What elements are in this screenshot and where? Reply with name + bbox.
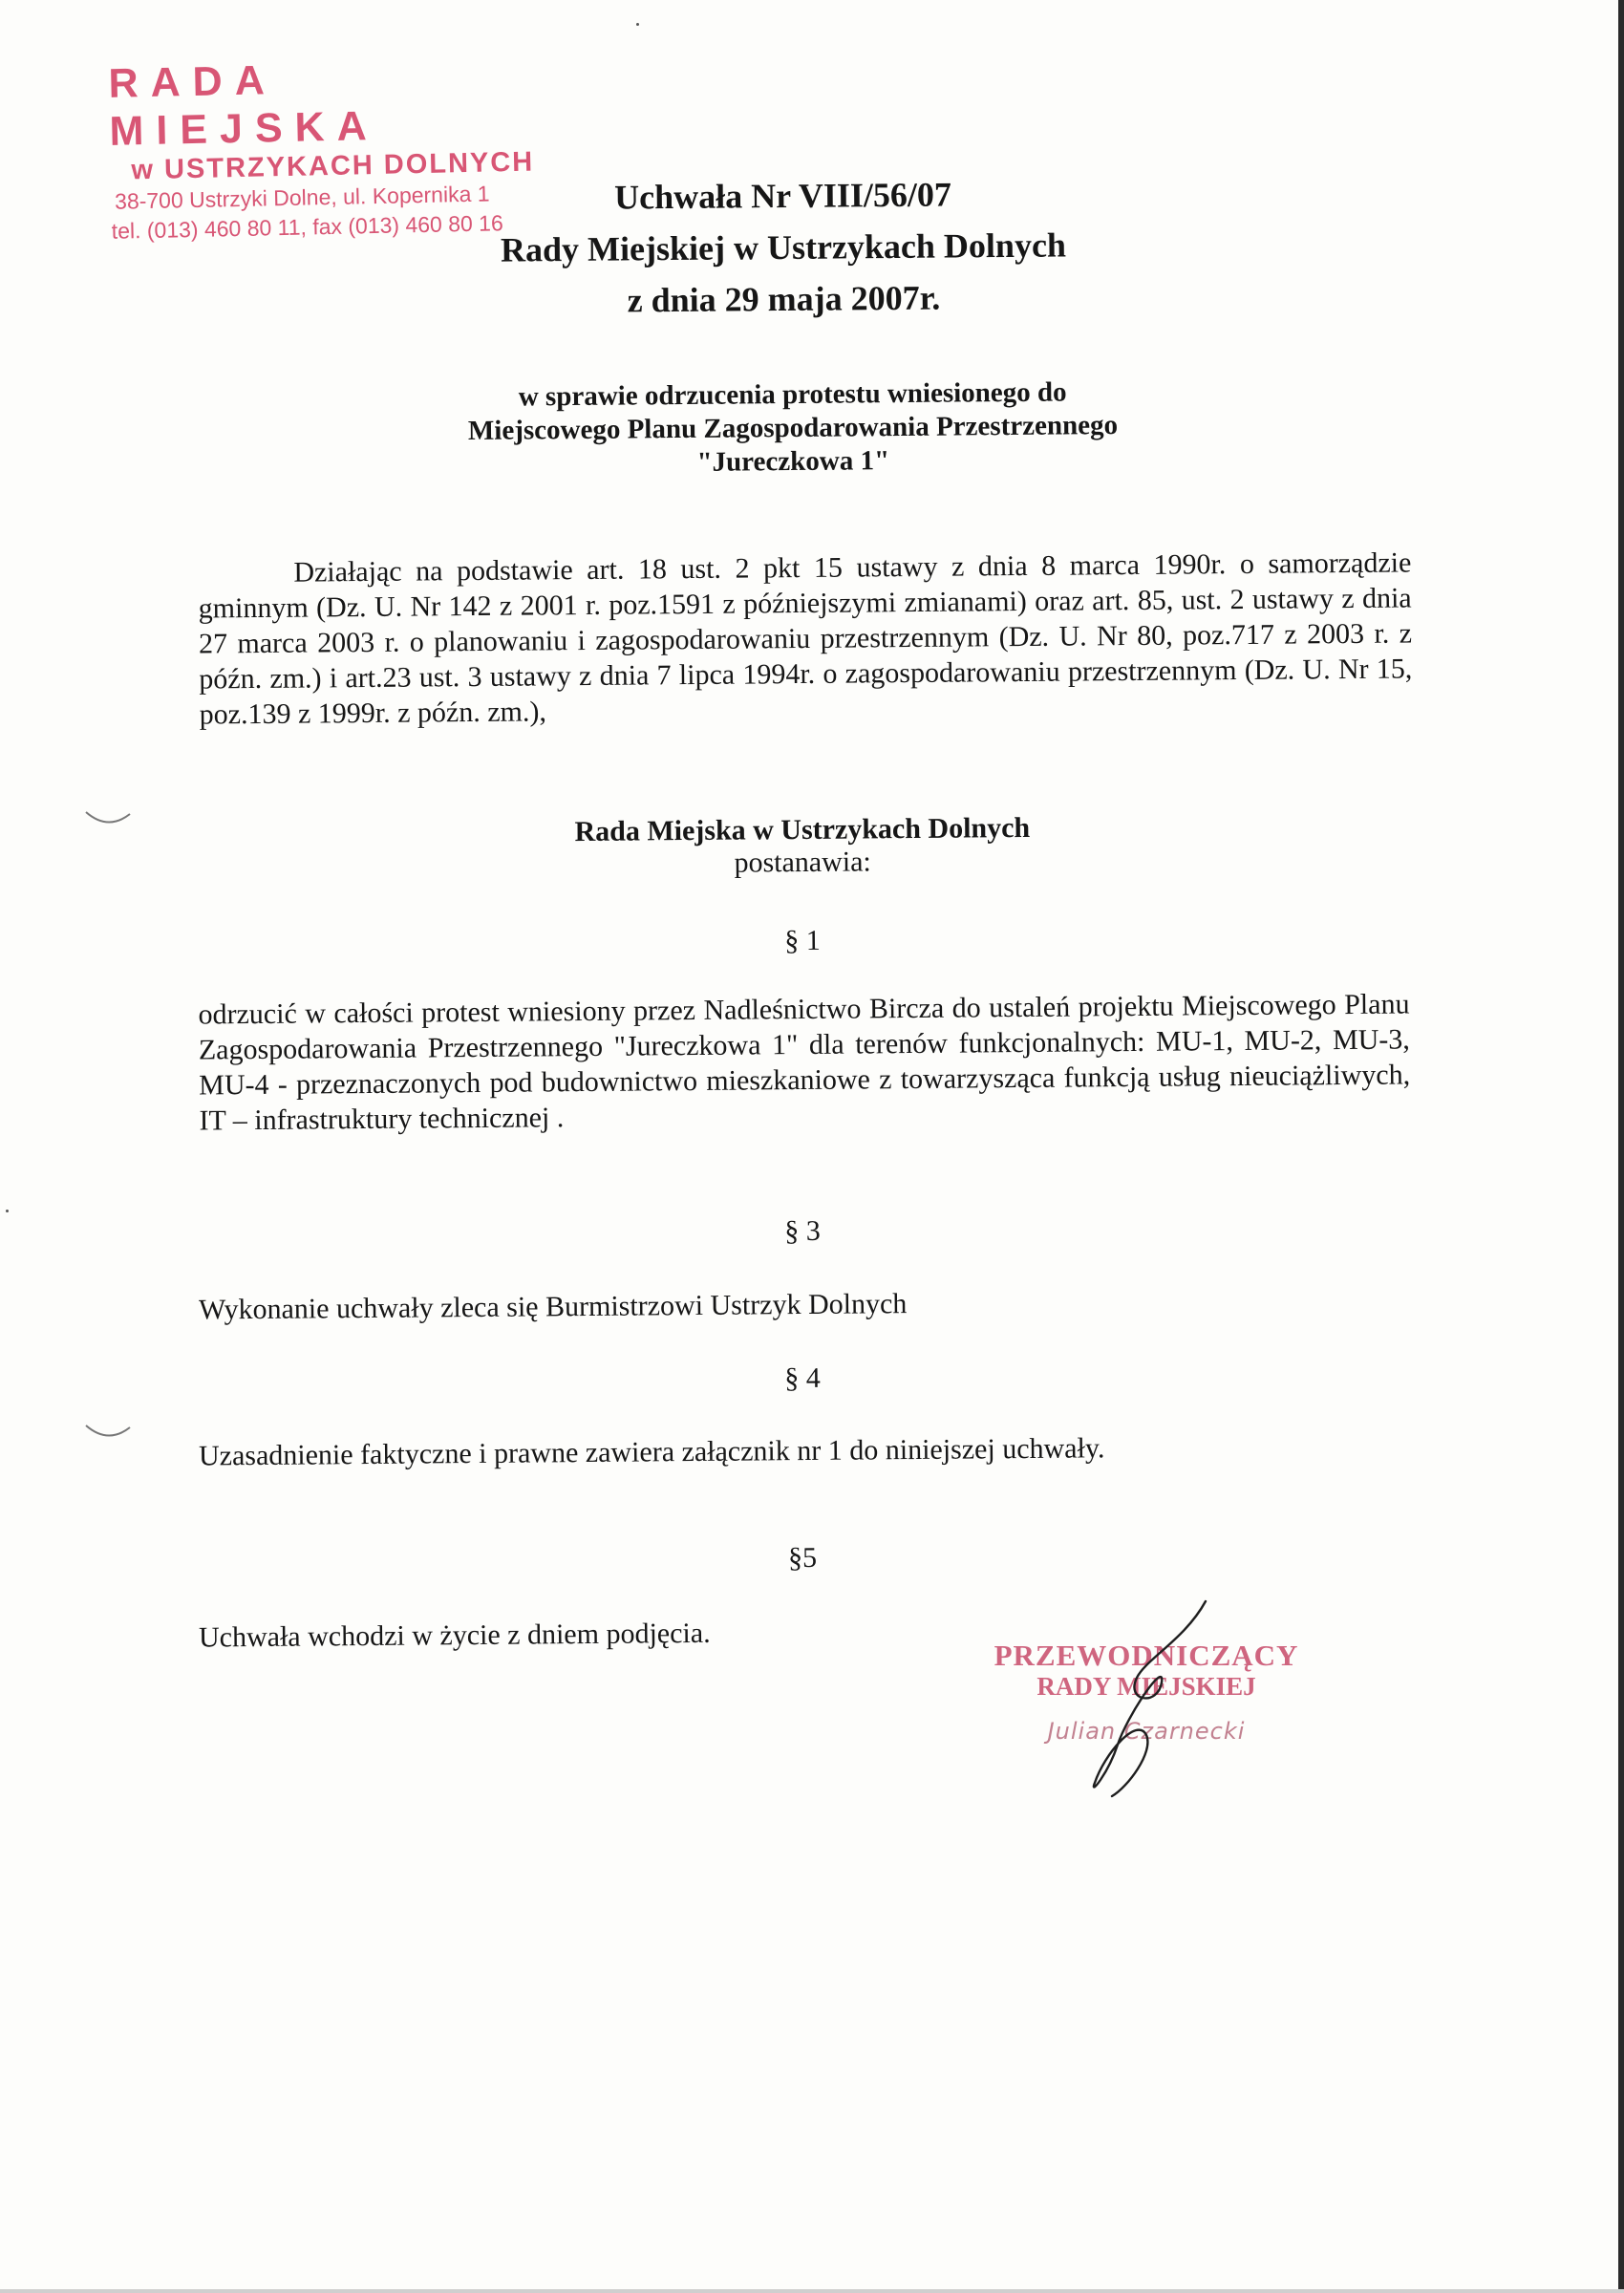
- scan-speck: [636, 23, 639, 26]
- council-name: Rada Miejska w Ustrzykach Dolnych: [574, 811, 1031, 848]
- section-text-5: Uchwała wchodzi w życie z dniem podjęcia.: [198, 1617, 711, 1654]
- scan-edge-right: [1618, 0, 1624, 2293]
- punch-hole-mark: [84, 810, 132, 829]
- subject-line-2: Miejscowego Planu Zagospodarowania Przestrzennego: [467, 410, 1119, 446]
- stamp-line-town: w USTRZYKACH DOLNYCH: [131, 146, 535, 186]
- section-text-4: Uzasadnienie faktyczne i prawne zawiera załącznik nr 1 do niniejszej uchwały.: [198, 1432, 1105, 1472]
- section-mark-1: § 1: [784, 924, 821, 957]
- chairman-name: Julian Czarnecki: [1047, 1718, 1246, 1745]
- stamp-line-address: 38-700 Ustrzyki Dolne, ul. Kopernika 1: [114, 181, 490, 214]
- resolution-title: [438, 167, 1127, 328]
- council-decision-heading: [478, 811, 1128, 882]
- subject-line-3: "Jureczkowa 1": [696, 445, 890, 478]
- section-text-1: odrzucić w całości protest wniesiony przez Nadleśnictwo Bircza do ustaleń projektu Miejscowego Planu Zagospodarowania Przestrzennego "Jureczkowa 1" dla terenów funkcjonalnych: MU-1, MU-2, MU-3, MU-4 - przeznaczonych pod budownictwo mieszkaniowe z towarzysząca funkcją usług nieuciążliwych, IT – infrastruktury technicznej .: [198, 988, 1411, 1137]
- section-mark-5: §5: [787, 1541, 818, 1575]
- stamp-line-phone: tel. (013) 460 80 11, fax (013) 460 80 16: [111, 210, 503, 244]
- handwritten-signature: [1070, 1592, 1213, 1802]
- stamp-line-council: RADA MIEJSKA: [108, 57, 380, 155]
- resolution-subject: [401, 375, 1186, 482]
- subject-line-1: w sprawie odrzucenia protestu wniesionego do: [518, 376, 1067, 413]
- chairman-title: PRZEWODNICZĄCY: [994, 1639, 1299, 1672]
- council-verb: postanawia:: [734, 846, 871, 879]
- legal-basis-paragraph: Działając na podstawie art. 18 ust. 2 pkt 15 ustawy z dnia 8 marca 1990r. o samorządzie gminnym (Dz. U. Nr 142 z 2001 r. poz.1591 z późniejszymi zmianami) oraz art. 85, ust. 2 ustawy z dnia 27 marca 2003 r. o planowaniu i zagospodarowaniu przestrzennym (Dz. U. Nr 80, poz.717 z 2003 r. z późn. zm.) i art.23 ust. 3 ustawy z dnia 7 lipca 1994r. o zagospodarowaniu przestrzennym (Dz. U. Nr 15, poz.139 z 1999r. z późn. zm.),: [198, 546, 1413, 731]
- chairman-body: RADY MIEJSKIEJ: [1036, 1672, 1256, 1701]
- section-text-3: Wykonanie uchwały zleca się Burmistrzowi Ustrzyk Dolnych: [198, 1288, 908, 1326]
- scan-speck: [6, 1210, 9, 1212]
- resolution-date: z dnia 29 maja 2007r.: [627, 278, 941, 320]
- scan-edge-bottom: [0, 2289, 1624, 2293]
- section-mark-3: § 3: [784, 1214, 821, 1248]
- punch-hole-mark: [84, 1424, 132, 1443]
- section-mark-4: § 4: [784, 1361, 821, 1395]
- resolution-number: Uchwała Nr VIII/56/07: [614, 175, 952, 217]
- resolution-body: Rady Miejskiej w Ustrzykach Dolnych: [500, 225, 1067, 269]
